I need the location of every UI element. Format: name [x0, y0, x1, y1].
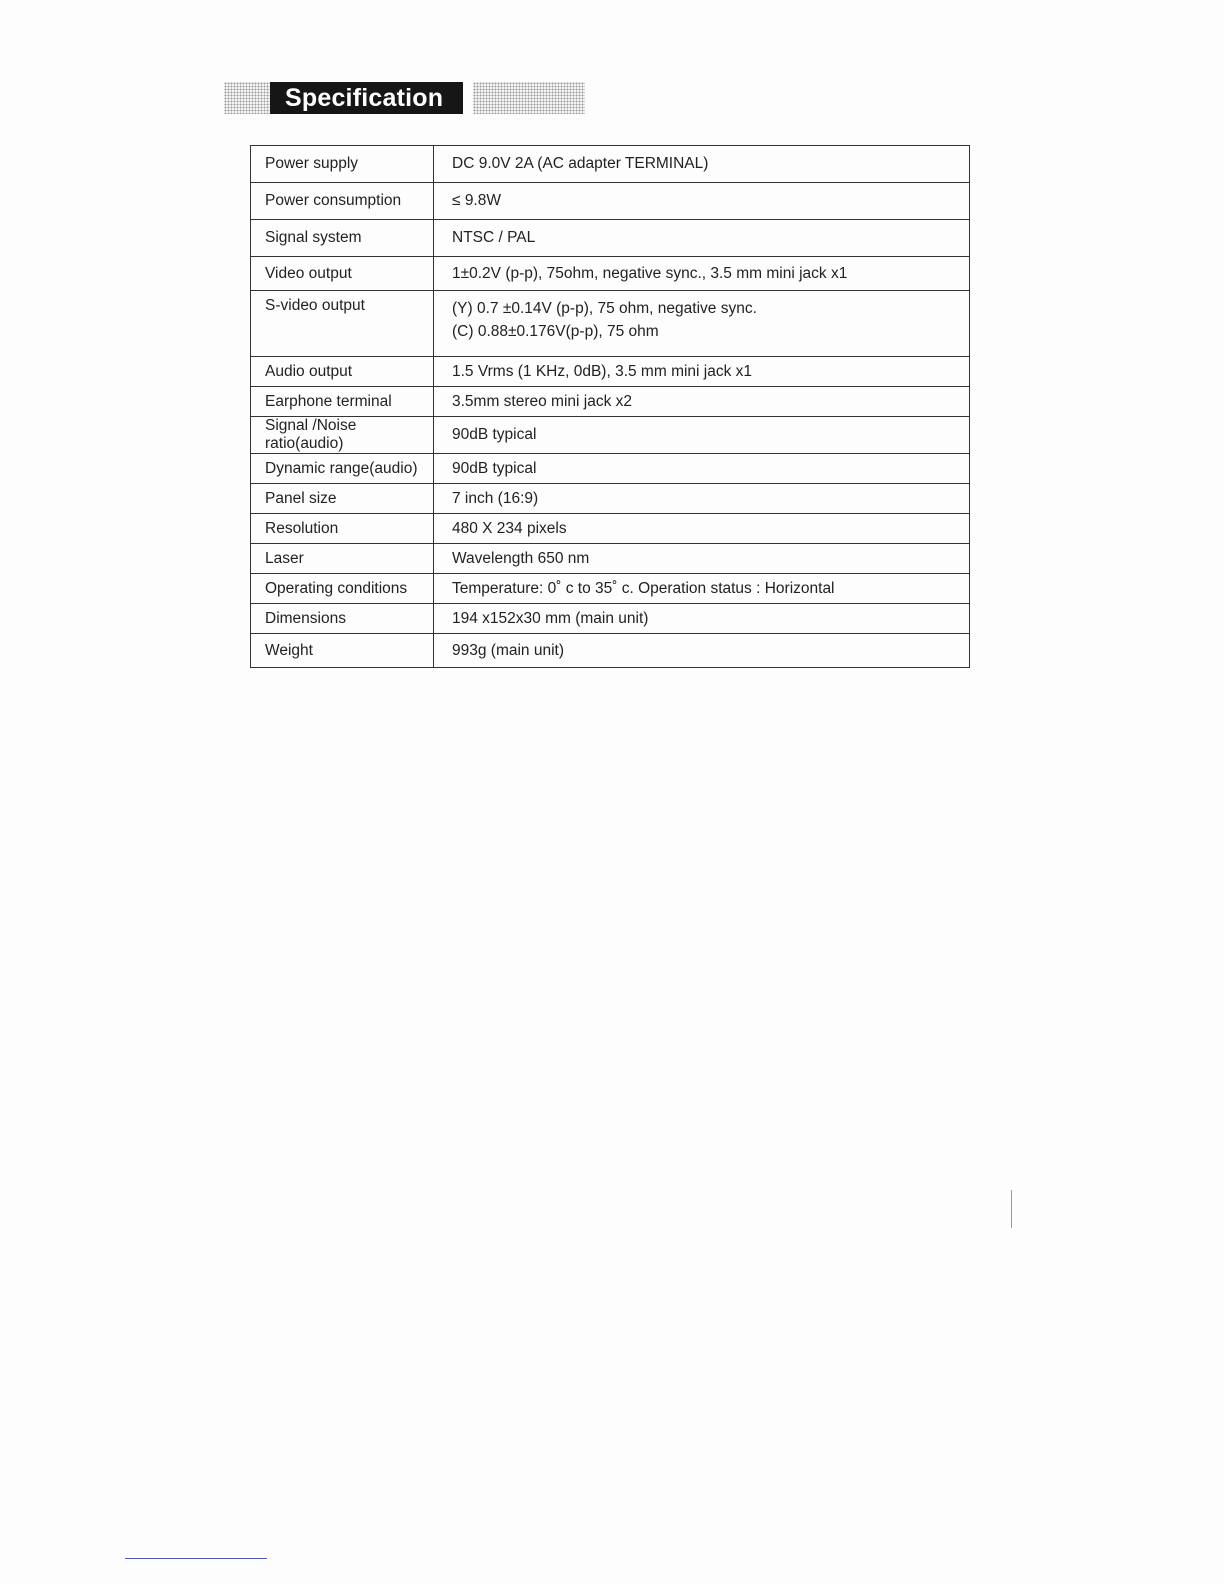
- table-row: [251, 417, 970, 454]
- spec-value: ≤ 9.8W: [434, 183, 970, 220]
- spec-value: 480 X 234 pixels: [434, 514, 970, 544]
- table-row: [251, 514, 970, 544]
- spec-label: Operating conditions: [251, 574, 434, 604]
- spec-value: Wavelength 650 nm: [434, 544, 970, 574]
- section-header: [224, 82, 585, 114]
- spec-label: Audio output: [251, 357, 434, 387]
- table-row: [251, 291, 970, 357]
- table-row: [251, 454, 970, 484]
- spec-label: Earphone terminal: [251, 387, 434, 417]
- spec-label: Weight: [251, 634, 434, 668]
- dot-pattern-right: [473, 82, 585, 114]
- table-row: [251, 604, 970, 634]
- table-row: [251, 544, 970, 574]
- table-row: [251, 183, 970, 220]
- spec-value: 3.5mm stereo mini jack x2: [434, 387, 970, 417]
- spec-value: 993g (main unit): [434, 634, 970, 668]
- spec-label: Signal system: [251, 220, 434, 257]
- spec-value-line: (Y) 0.7 ±0.14V (p-p), 75 ohm, negative sync.: [452, 300, 757, 317]
- spec-label: Power supply: [251, 146, 434, 183]
- spec-label: S-video output: [251, 291, 434, 357]
- table-row: [251, 257, 970, 291]
- spec-value: [434, 291, 970, 357]
- table-row: [251, 574, 970, 604]
- spec-value: 90dB typical: [434, 417, 970, 454]
- section-title: Specification: [270, 82, 463, 114]
- table-row: [251, 387, 970, 417]
- table-row: [251, 220, 970, 257]
- spec-value: DC 9.0V 2A (AC adapter TERMINAL): [434, 146, 970, 183]
- spec-value: 194 x152x30 mm (main unit): [434, 604, 970, 634]
- spec-value: 7 inch (16:9): [434, 484, 970, 514]
- table-row: [251, 484, 970, 514]
- spec-label: Video output: [251, 257, 434, 291]
- spec-value: 90dB typical: [434, 454, 970, 484]
- spec-label: Dimensions: [251, 604, 434, 634]
- specification-table: [250, 145, 970, 668]
- spec-value: Temperature: 0˚ c to 35˚ c. Operation status : Horizontal: [434, 574, 970, 604]
- table-row: [251, 634, 970, 668]
- footer-rule: [125, 1558, 267, 1559]
- spec-label: Signal /Noise ratio(audio): [251, 417, 434, 454]
- spec-label: Power consumption: [251, 183, 434, 220]
- table-row: [251, 357, 970, 387]
- dot-pattern-left: [224, 82, 270, 114]
- spec-label: Dynamic range(audio): [251, 454, 434, 484]
- spec-value: 1±0.2V (p-p), 75ohm, negative sync., 3.5 mm mini jack x1: [434, 257, 970, 291]
- spec-value: NTSC / PAL: [434, 220, 970, 257]
- spec-label: Resolution: [251, 514, 434, 544]
- spec-value-line: (C) 0.88±0.176V(p-p), 75 ohm: [452, 323, 659, 340]
- spec-label: Panel size: [251, 484, 434, 514]
- spec-value: 1.5 Vrms (1 KHz, 0dB), 3.5 mm mini jack x1: [434, 357, 970, 387]
- scan-artifact: [1011, 1190, 1012, 1228]
- table-row: [251, 146, 970, 183]
- spec-label: Laser: [251, 544, 434, 574]
